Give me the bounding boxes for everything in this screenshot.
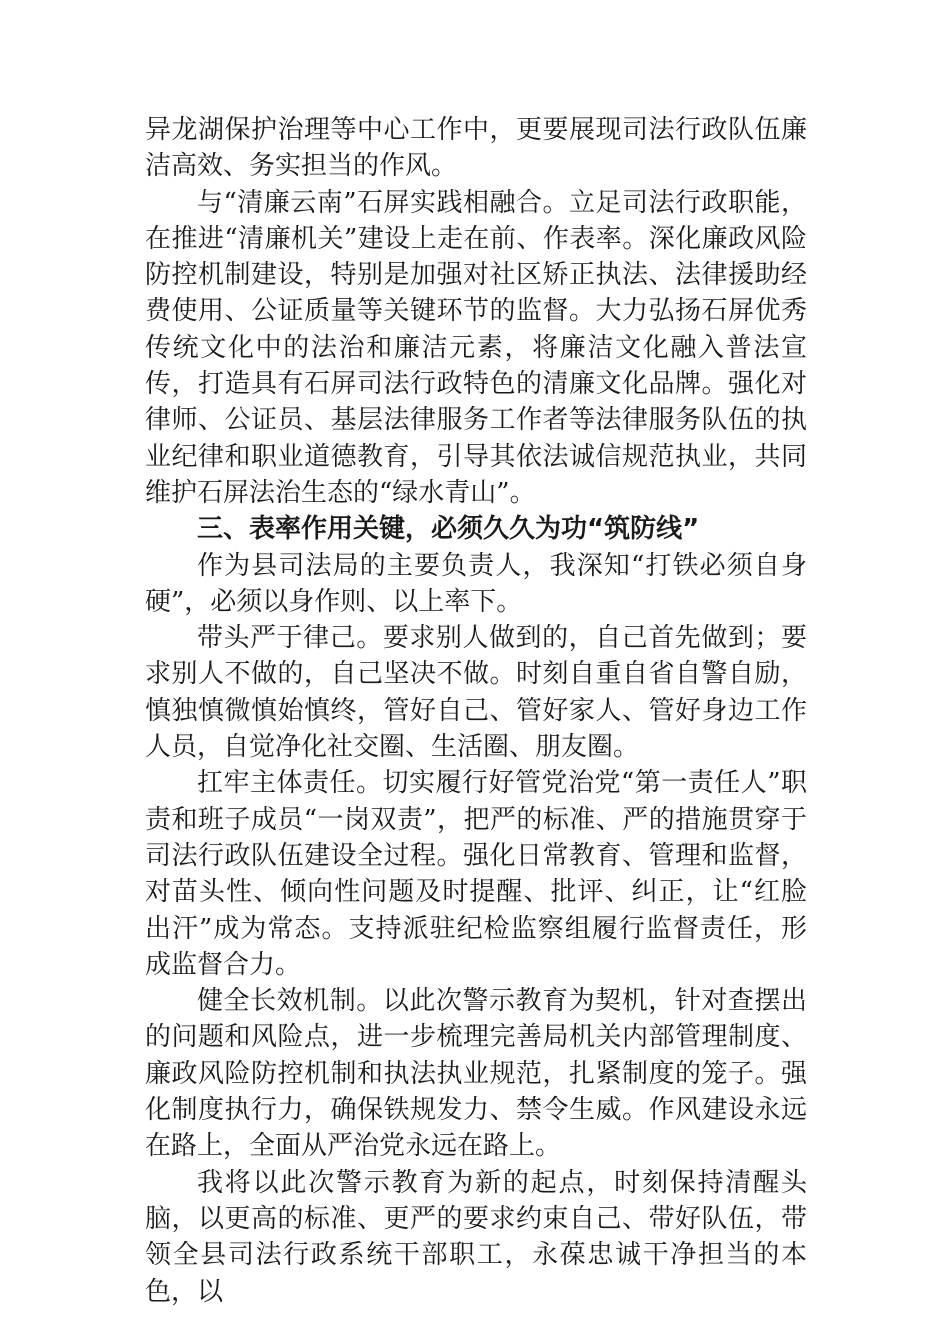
paragraph-intro-responsibility: 作为县司法局的主要负责人，我深知“打铁必须自身硬”，必须以身作则、以上率下。 xyxy=(145,550,807,617)
paragraph-closing: 我将以此次警示教育为新的起点，时刻保持清醒头脑，以更高的标准、更严的要求约束自己、带好队伍，带领全县司法行政系统干部职工，永葆忠诚干净担当的本色，以 xyxy=(145,1167,807,1307)
paragraph-qinglian-yunnan: 与“清廉云南”石屏实践相融合。立足司法行政职能，在推进“清廉机关”建设上走在前、作表率。深化廉政风险防控机制建设，特别是加强对社区矫正执法、法律援助经费使用、公证质量等关键环节的监督。大力弘扬石屏优秀传统文化中的法治和廉洁元素，将廉洁文化融入普法宣传，打造具有石屏司法行政特色的清廉文化品牌。强化对律师、公证员、基层法律服务工作者等法律服务队伍的执业纪律和职业道德教育，引导其依法诚信规范执业，共同维护石屏法治生态的“绿水青山”。 xyxy=(145,187,807,508)
section-heading-three: 三、表率作用关键，必须久久为功“筑防线” xyxy=(197,514,700,545)
paragraph-main-responsibility: 扛牢主体责任。切实履行好管党治党“第一责任人”职责和班子成员“一岗双责”，把严的标准、严的措施贯穿于司法行政队伍建设全过程。强化日常教育、管理和监督，对苗头性、倾向性问题及时提醒、批评、纠正，让“红脸出汗”成为常态。支持派驻纪检监察组履行监督责任，形成监督合力。 xyxy=(145,768,807,980)
paragraph-self-discipline: 带头严于律己。要求别人做到的，自己首先做到；要求别人不做的，自己坚决不做。时刻自重自省自警自励，慎独慎微慎始慎终，管好自己、管好家人、管好身边工作人员，自觉净化社交圈、生活圈、朋友圈。 xyxy=(145,623,807,763)
document-body xyxy=(145,112,807,1310)
paragraph-continuation: 异龙湖保护治理等中心工作中，更要展现司法行政队伍廉洁高效、务实担当的作风。 xyxy=(145,115,807,182)
paragraph-long-term-mechanism: 健全长效机制。以此次警示教育为契机，针对查摆出的问题和风险点，进一步梳理完善局机关内部管理制度、廉政风险防控机制和执法执业规范，扎紧制度的笼子。强化制度执行力，确保铁规发力、禁令生威。作风建设永远在路上，全面从严治党永远在路上。 xyxy=(145,986,807,1162)
